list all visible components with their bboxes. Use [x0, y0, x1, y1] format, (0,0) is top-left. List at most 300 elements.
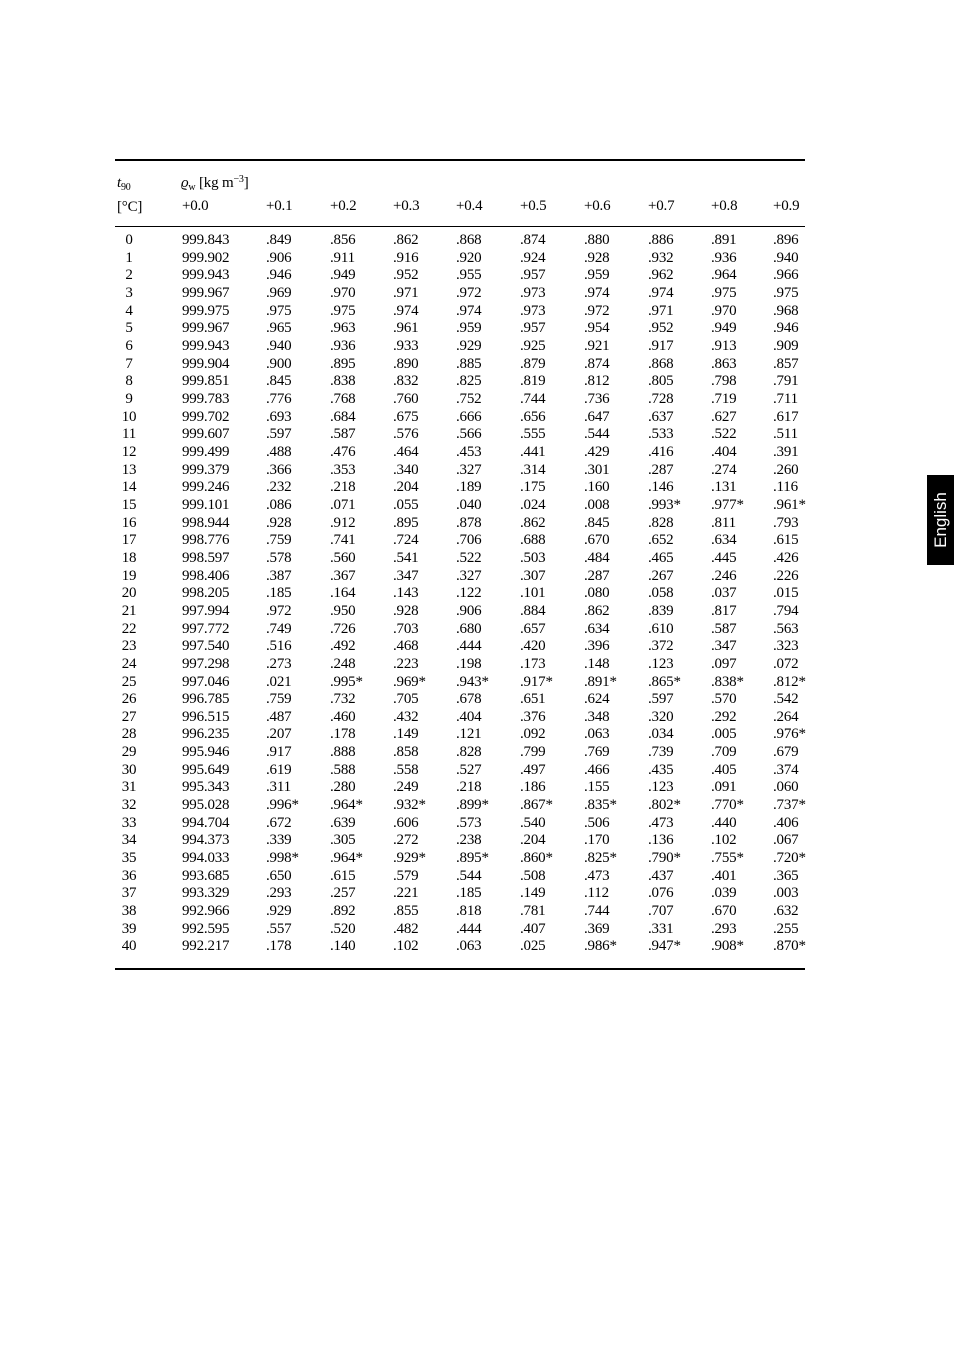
density-cell: .579: [393, 868, 419, 884]
temperature-cell: 26: [121, 691, 137, 707]
density-cell: .709: [711, 744, 737, 760]
density-cell: 999.499: [182, 444, 230, 460]
density-cell: 999.843: [182, 232, 230, 248]
density-cell: .173: [520, 656, 546, 672]
density-cell: .906: [266, 250, 292, 266]
density-cell: .097: [711, 656, 737, 672]
density-cell: .825: [456, 373, 482, 389]
density-cell: .739: [648, 744, 674, 760]
column-header: +0.2: [330, 198, 357, 214]
density-cell: .812: [584, 373, 610, 389]
density-cell: .895*: [456, 850, 489, 866]
density-cell: .703: [393, 621, 419, 637]
density-cell: .101: [520, 585, 546, 601]
column-header: +0.3: [393, 198, 420, 214]
density-cell: .560: [330, 550, 356, 566]
density-cell: .416: [648, 444, 674, 460]
density-cell: .178: [266, 938, 292, 954]
density-cell: .198: [456, 656, 482, 672]
density-cell: .929*: [393, 850, 426, 866]
density-cell: .264: [773, 709, 799, 725]
density-cell: .858: [393, 744, 419, 760]
density-cell: .924: [520, 250, 546, 266]
density-cell: .248: [330, 656, 356, 672]
density-cell: .444: [456, 638, 482, 654]
density-cell: .123: [648, 779, 674, 795]
density-cell: .063: [584, 726, 610, 742]
density-cell: .962: [648, 267, 674, 283]
density-cell: .954: [584, 320, 610, 336]
temperature-cell: 38: [121, 903, 137, 919]
density-cell: .818: [456, 903, 482, 919]
density-cell: .080: [584, 585, 610, 601]
density-cell: .136: [648, 832, 674, 848]
density-cell: .460: [330, 709, 356, 725]
density-cell: .970: [711, 303, 737, 319]
density-cell: .977*: [711, 497, 744, 513]
density-cell: 997.540: [182, 638, 230, 654]
density-cell: .684: [330, 409, 356, 425]
density-cell: .896: [773, 232, 799, 248]
density-cell: .961: [393, 320, 419, 336]
density-cell: .149: [520, 885, 546, 901]
density-cell: .828: [648, 515, 674, 531]
density-cell: .647: [584, 409, 610, 425]
density-cell: .632: [773, 903, 799, 919]
density-cell: .916: [393, 250, 419, 266]
density-cell: .929: [266, 903, 292, 919]
density-cell: .327: [456, 568, 482, 584]
density-cell: .293: [711, 921, 737, 937]
density-cell: 999.967: [182, 320, 230, 336]
density-cell: .372: [648, 638, 674, 654]
density-cell: .768: [330, 391, 356, 407]
density-cell: 993.685: [182, 868, 230, 884]
density-cell: .624: [584, 691, 610, 707]
temperature-cell: 4: [125, 303, 133, 319]
density-cell: .838*: [711, 674, 744, 690]
density-cell: .855: [393, 903, 419, 919]
density-cell: .558: [393, 762, 419, 778]
temperature-cell: 27: [121, 709, 137, 725]
density-cell: 998.406: [182, 568, 230, 584]
temperature-cell: 34: [121, 832, 137, 848]
density-cell: .759: [266, 532, 292, 548]
density-cell: .705: [393, 691, 419, 707]
density-cell: 999.783: [182, 391, 230, 407]
density-cell: 997.772: [182, 621, 230, 637]
density-cell: .387: [266, 568, 292, 584]
density-cell: .175: [520, 479, 546, 495]
density-cell: .943*: [456, 674, 489, 690]
density-cell: .522: [711, 426, 737, 442]
density-cell: 996.515: [182, 709, 230, 725]
density-cell: .257: [330, 885, 356, 901]
density-cell: .862: [393, 232, 419, 248]
density-cell: .407: [520, 921, 546, 937]
density-cell: .186: [520, 779, 546, 795]
density-cell: 999.607: [182, 426, 230, 442]
density-cell: .541: [393, 550, 419, 566]
density-cell: .314: [520, 462, 546, 478]
density-cell: .067: [773, 832, 799, 848]
density-cell: .832: [393, 373, 419, 389]
temperature-cell: 24: [121, 656, 137, 672]
temperature-cell: 30: [121, 762, 137, 778]
density-cell: .426: [773, 550, 799, 566]
density-cell: .347: [711, 638, 737, 654]
density-cell: 999.702: [182, 409, 230, 425]
density-cell: .287: [648, 462, 674, 478]
density-cell: .323: [773, 638, 799, 654]
language-tab[interactable]: [927, 475, 954, 565]
density-cell: .971: [648, 303, 674, 319]
density-cell: .964*: [330, 797, 363, 813]
density-cell: 999.246: [182, 479, 230, 495]
column-header: +0.6: [584, 198, 611, 214]
density-cell: .508: [520, 868, 546, 884]
density-cell: .207: [266, 726, 292, 742]
density-cell: .221: [393, 885, 419, 901]
density-cell: .936: [711, 250, 737, 266]
density-cell: .900: [266, 356, 292, 372]
density-cell: .634: [584, 621, 610, 637]
density-cell: .429: [584, 444, 610, 460]
density-cell: .204: [520, 832, 546, 848]
density-cell: 992.966: [182, 903, 230, 919]
density-cell: 999.851: [182, 373, 230, 389]
density-cell: .963: [330, 320, 356, 336]
density-cell: .825*: [584, 850, 617, 866]
temperature-cell: 39: [121, 921, 137, 937]
density-cell: .445: [711, 550, 737, 566]
density-cell: .913: [711, 338, 737, 354]
density-cell: .473: [648, 815, 674, 831]
temperature-cell: 15: [121, 497, 137, 513]
density-cell: .092: [520, 726, 546, 742]
density-cell: 999.943: [182, 267, 230, 283]
density-cell: .920: [456, 250, 482, 266]
density-cell: .121: [456, 726, 482, 742]
density-cell: 997.994: [182, 603, 230, 619]
density-cell: .906: [456, 603, 482, 619]
density-cell: .015: [773, 585, 799, 601]
density-cell: .005: [711, 726, 737, 742]
density-cell: .365: [773, 868, 799, 884]
density-cell: .971: [393, 285, 419, 301]
density-cell: .555: [520, 426, 546, 442]
density-cell: .993*: [648, 497, 681, 513]
density-cell: .959: [584, 267, 610, 283]
density-cell: .272: [393, 832, 419, 848]
density-cell: 999.902: [182, 250, 230, 266]
density-cell: .949: [330, 267, 356, 283]
temperature-cell: 2: [125, 267, 133, 283]
column-header: +0.8: [711, 198, 738, 214]
density-cell: .957: [520, 267, 546, 283]
density-cell: .870*: [773, 938, 806, 954]
temperature-cell: 22: [121, 621, 137, 637]
density-cell: 995.946: [182, 744, 230, 760]
density-cell: 992.595: [182, 921, 230, 937]
density-cell: .482: [393, 921, 419, 937]
density-cell: 994.033: [182, 850, 230, 866]
density-cell: .374: [773, 762, 799, 778]
density-cell: .769: [584, 744, 610, 760]
density-cell: .975: [330, 303, 356, 319]
density-cell: .799: [520, 744, 546, 760]
density-cell: .975: [266, 303, 292, 319]
density-cell: .327: [456, 462, 482, 478]
temperature-cell: 23: [121, 638, 137, 654]
density-cell: .737*: [773, 797, 806, 813]
density-cell: .533: [648, 426, 674, 442]
temperature-cell: 17: [121, 532, 137, 548]
density-cell: .964: [711, 267, 737, 283]
density-cell: .610: [648, 621, 674, 637]
density-cell: .072: [773, 656, 799, 672]
column-header: +0.0: [182, 198, 209, 214]
density-cell: .693: [266, 409, 292, 425]
density-cell: .964*: [330, 850, 363, 866]
density-cell: .348: [584, 709, 610, 725]
density-cell: .102: [711, 832, 737, 848]
density-cell: .860*: [520, 850, 553, 866]
density-cell: .401: [711, 868, 737, 884]
temperature-cell: 16: [121, 515, 137, 531]
density-cell: .588: [330, 762, 356, 778]
density-cell: .522: [456, 550, 482, 566]
density-cell: 992.217: [182, 938, 230, 954]
column-header: +0.5: [520, 198, 547, 214]
temperature-cell: 37: [121, 885, 137, 901]
temperature-cell: 20: [121, 585, 137, 601]
density-cell: .974: [584, 285, 610, 301]
density-symbol-header: $ϱ_w$ [kg $m^{-3}$]: [181, 174, 249, 193]
density-cell: .928: [393, 603, 419, 619]
density-cell: .420: [520, 638, 546, 654]
density-cell: .516: [266, 638, 292, 654]
density-cell: .798: [711, 373, 737, 389]
density-cell: .838: [330, 373, 356, 389]
density-cell: .404: [711, 444, 737, 460]
density-cell: .570: [711, 691, 737, 707]
density-cell: .587: [330, 426, 356, 442]
density-cell: .969*: [393, 674, 426, 690]
density-cell: .878: [456, 515, 482, 531]
density-cell: .650: [266, 868, 292, 884]
density-cell: 995.343: [182, 779, 230, 795]
density-cell: .544: [456, 868, 482, 884]
density-cell: .884: [520, 603, 546, 619]
density-cell: .781: [520, 903, 546, 919]
density-cell: .933: [393, 338, 419, 354]
temperature-cell: 14: [121, 479, 137, 495]
density-cell: .260: [773, 462, 799, 478]
density-cell: .464: [393, 444, 419, 460]
density-cell: 996.785: [182, 691, 230, 707]
density-cell: .950: [330, 603, 356, 619]
density-cell: .972: [584, 303, 610, 319]
density-cell: .957: [520, 320, 546, 336]
density-cell: .928: [266, 515, 292, 531]
density-cell: .974: [648, 285, 674, 301]
density-cell: .652: [648, 532, 674, 548]
density-cell: .917*: [520, 674, 553, 690]
density-cell: .376: [520, 709, 546, 725]
density-cell: .974: [456, 303, 482, 319]
temperature-cell: 36: [121, 868, 137, 884]
temperature-cell: 13: [121, 462, 137, 478]
density-cell: .503: [520, 550, 546, 566]
density-cell: .728: [648, 391, 674, 407]
density-cell: 998.776: [182, 532, 230, 548]
density-cell: .770*: [711, 797, 744, 813]
density-cell: .146: [648, 479, 674, 495]
density-cell: .274: [711, 462, 737, 478]
density-cell: .131: [711, 479, 737, 495]
density-cell: .587: [711, 621, 737, 637]
density-cell: .204: [393, 479, 419, 495]
density-cell: .929: [456, 338, 482, 354]
density-cell: .949: [711, 320, 737, 336]
density-cell: .223: [393, 656, 419, 672]
density-cell: .880: [584, 232, 610, 248]
density-cell: .845: [266, 373, 292, 389]
density-cell: 994.704: [182, 815, 230, 831]
density-cell: .726: [330, 621, 356, 637]
density-cell: .034: [648, 726, 674, 742]
density-cell: .895: [330, 356, 356, 372]
density-cell: .366: [266, 462, 292, 478]
density-cell: 993.329: [182, 885, 230, 901]
density-cell: .293: [266, 885, 292, 901]
density-cell: .637: [648, 409, 674, 425]
density-cell: .776: [266, 391, 292, 407]
density-cell: .736: [584, 391, 610, 407]
density-cell: .862: [584, 603, 610, 619]
density-cell: .863: [711, 356, 737, 372]
density-cell: .892: [330, 903, 356, 919]
density-cell: .627: [711, 409, 737, 425]
density-cell: .003: [773, 885, 799, 901]
density-cell: .488: [266, 444, 292, 460]
density-cell: .891*: [584, 674, 617, 690]
density-cell: .311: [266, 779, 291, 795]
density-cell: .492: [330, 638, 356, 654]
temperature-cell: 8: [125, 373, 133, 389]
density-cell: .932*: [393, 797, 426, 813]
density-cell: .255: [773, 921, 799, 937]
density-cell: .116: [773, 479, 798, 495]
density-cell: .634: [711, 532, 737, 548]
density-cell: .544: [584, 426, 610, 442]
density-cell: 999.943: [182, 338, 230, 354]
density-cell: .744: [584, 903, 610, 919]
density-cell: .305: [330, 832, 356, 848]
language-tab-label: English: [930, 492, 950, 548]
density-cell: .246: [711, 568, 737, 584]
density-cell: .925: [520, 338, 546, 354]
density-cell: .615: [330, 868, 356, 884]
density-cell: .936: [330, 338, 356, 354]
temperature-cell: 33: [121, 815, 137, 831]
density-cell: .760: [393, 391, 419, 407]
density-cell: .706: [456, 532, 482, 548]
density-cell: .975: [711, 285, 737, 301]
density-cell: 997.298: [182, 656, 230, 672]
density-cell: .688: [520, 532, 546, 548]
density-cell: .932: [648, 250, 674, 266]
density-cell: .719: [711, 391, 737, 407]
column-header: +0.7: [648, 198, 675, 214]
density-cell: .576: [393, 426, 419, 442]
density-cell: .218: [456, 779, 482, 795]
density-cell: .527: [456, 762, 482, 778]
density-cell: .947*: [648, 938, 681, 954]
table-bottom-rule: [115, 968, 805, 970]
density-cell: .112: [584, 885, 609, 901]
density-cell: .639: [330, 815, 356, 831]
density-cell: .369: [584, 921, 610, 937]
temperature-cell: 12: [121, 444, 137, 460]
density-cell: .149: [393, 726, 419, 742]
temperature-cell: 31: [121, 779, 137, 795]
table-header-rule: [115, 226, 805, 227]
density-cell: .828: [456, 744, 482, 760]
density-cell: .170: [584, 832, 610, 848]
density-cell: .911: [330, 250, 355, 266]
density-cell: .972: [456, 285, 482, 301]
density-cell: .976*: [773, 726, 806, 742]
temperature-cell: 1: [125, 250, 133, 266]
density-cell: .578: [266, 550, 292, 566]
temperature-cell: 32: [121, 797, 137, 813]
density-cell: .995*: [330, 674, 363, 690]
density-cell: 998.597: [182, 550, 230, 566]
density-cell: .563: [773, 621, 799, 637]
density-cell: .185: [456, 885, 482, 901]
temperature-cell: 35: [121, 850, 137, 866]
density-cell: .811: [711, 515, 736, 531]
temperature-cell: 3: [125, 285, 133, 301]
density-cell: .267: [648, 568, 674, 584]
density-cell: .969: [266, 285, 292, 301]
density-cell: .484: [584, 550, 610, 566]
density-cell: .891: [711, 232, 737, 248]
density-cell: .707: [648, 903, 674, 919]
temperature-cell: 19: [121, 568, 137, 584]
table-top-rule: [115, 159, 805, 161]
density-cell: .819: [520, 373, 546, 389]
density-cell: .959: [456, 320, 482, 336]
density-cell: .320: [648, 709, 674, 725]
density-cell: .091: [711, 779, 737, 795]
density-cell: .835*: [584, 797, 617, 813]
density-cell: .886: [648, 232, 674, 248]
temp-symbol-header: $t_{90}$: [117, 175, 131, 193]
density-cell: .520: [330, 921, 356, 937]
density-cell: .076: [648, 885, 674, 901]
density-cell: .839: [648, 603, 674, 619]
temperature-cell: 9: [125, 391, 133, 407]
density-cell: .273: [266, 656, 292, 672]
density-cell: .619: [266, 762, 292, 778]
density-cell: .148: [584, 656, 610, 672]
density-cell: .672: [266, 815, 292, 831]
density-cell: .874: [520, 232, 546, 248]
density-cell: .973: [520, 285, 546, 301]
